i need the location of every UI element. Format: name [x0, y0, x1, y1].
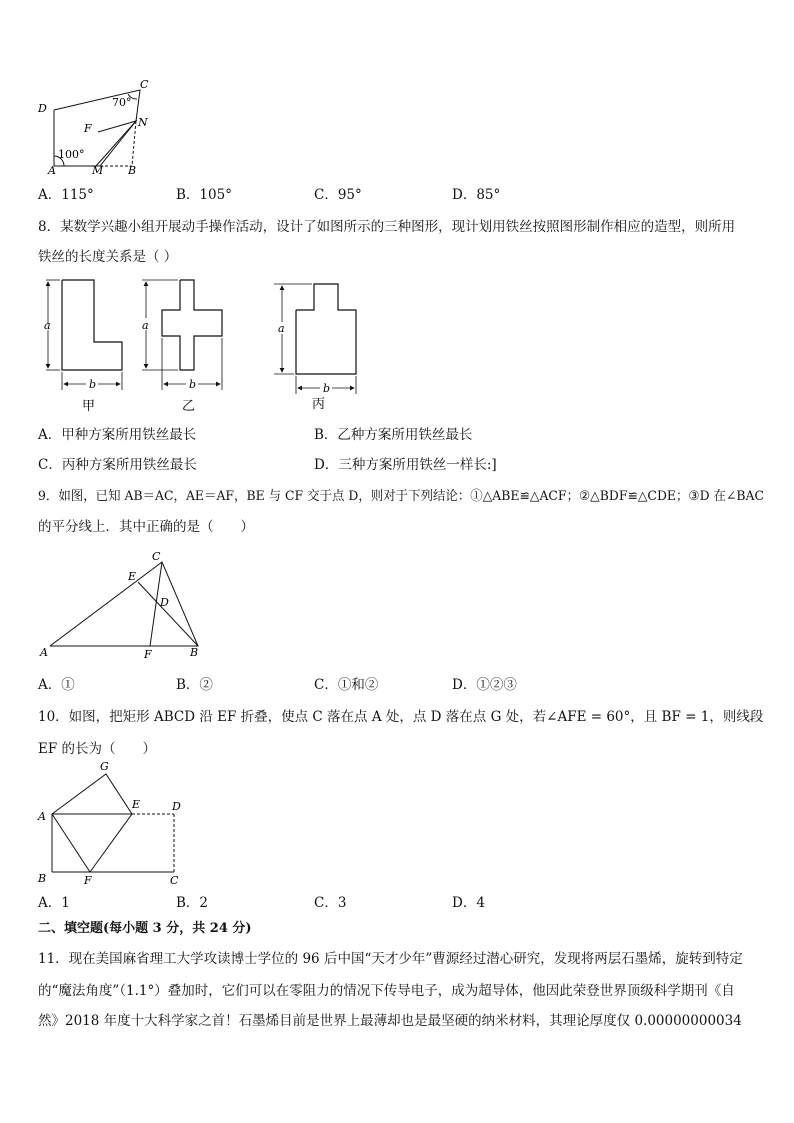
q9-stem-line1: 9．如图，已知 AB＝AC，AE＝AF，BE 与 CF 交于点 D，则对于下列结论：①△ABE≌△ACF；②△BDF≌△CDE；③D 在∠BAC [38, 489, 764, 504]
q9-figure [34, 548, 214, 664]
q10-label-c: C [170, 874, 179, 887]
q8-option-a: A．甲种方案所用铁丝最长 [38, 427, 197, 443]
q10-label-e: E [132, 798, 141, 811]
q7-label-d: D [38, 102, 47, 115]
q8-fig-jia-a: a [44, 319, 51, 332]
q10-option-b: B．2 [176, 895, 209, 911]
q11-stem-line3: 然》2018 年度十大科学家之首！石墨烯目前是世界上最薄却也是最坚硬的纳米材料，其理论厚度仅 0.00000000034 [38, 1013, 742, 1029]
q10-label-a: A [38, 810, 46, 823]
q10-option-a: A．1 [38, 895, 70, 911]
q8-option-c: C．丙种方案所用铁丝最长 [38, 457, 197, 473]
q8-caption-yi: 乙 [182, 399, 196, 414]
q7-option-a: A．115° [38, 187, 94, 203]
q8-option-b: B．乙种方案所用铁丝最长 [314, 427, 473, 443]
q9-label-c: C [152, 550, 161, 563]
q7-label-f: F [84, 122, 92, 135]
q9-option-a: A．① [38, 677, 75, 693]
q7-label-b: B [128, 164, 137, 176]
q7-label-c: C [140, 78, 149, 91]
q8-fig-yi-a: a [142, 319, 149, 332]
q7-angle-c: 70° [112, 96, 132, 109]
q7-label-m: M [92, 164, 104, 176]
q9-label-a: A [40, 646, 48, 659]
q10-label-b: B [38, 872, 47, 885]
q11-stem-line2: 的“魔法角度”（1.1°）叠加时，它们可以在零阻力的情况下传导电子，成为超导体，他因此荣登世界顶级科学期刊《自 [38, 983, 735, 999]
q10-stem-line1: 10．如图，把矩形 ABCD 沿 EF 折叠，使点 C 落在点 A 处，点 D 落在点 G 处，若∠AFE = 60°，且 BF = 1，则线段 [38, 709, 764, 725]
q9-label-d: D [160, 596, 169, 609]
q8-caption-bing: 丙 [312, 397, 326, 412]
q7-option-c: C．95° [314, 187, 362, 203]
q8-figure [34, 274, 374, 414]
q10-option-c: C．3 [314, 895, 347, 911]
section-heading-fill-in: 二、填空题(每小题 3 分，共 24 分) [38, 921, 252, 936]
q9-label-e: E [128, 570, 137, 583]
q10-label-f: F [84, 874, 92, 887]
q8-option-d: D．三种方案所用铁丝一样长:] [314, 457, 497, 473]
q7-label-n: N [138, 116, 148, 129]
q8-fig-bing-b: b [323, 382, 331, 395]
q7-option-b: B．105° [176, 187, 232, 203]
q7-option-d: D．85° [452, 187, 501, 203]
q10-figure [34, 758, 194, 888]
q9-label-f: F [144, 648, 152, 661]
q9-label-b: B [190, 646, 199, 659]
q8-fig-yi-b: b [189, 378, 197, 391]
q8-stem-line1: 8．某数学兴趣小组开展动手操作活动，设计了如图所示的三种图形，现计划用铁丝按照图形制作相应的造型，则所用 [38, 219, 736, 235]
q11-stem-line1: 11．现在美国麻省理工大学攻读博士学位的 96 后中国“天才少年”曹源经过潜心研究，发现将两层石墨烯，旋转到特定 [38, 951, 743, 967]
q9-option-b: B．② [176, 677, 213, 693]
q8-fig-bing-a: a [278, 322, 285, 335]
q10-option-d: D．4 [452, 895, 485, 911]
q9-option-c: C．①和② [314, 677, 379, 693]
q10-stem-line2: EF 的长为（ ） [38, 741, 157, 757]
q8-caption-jia: 甲 [82, 399, 96, 414]
q7-label-a: A [48, 164, 56, 176]
q10-label-d: D [172, 800, 181, 813]
q8-fig-jia-b: b [89, 378, 97, 391]
q7-figure [34, 76, 164, 176]
q7-angle-a: 100° [58, 148, 85, 161]
q8-stem-line2: 铁丝的长度关系是（ ） [38, 249, 178, 265]
q10-label-g: G [100, 760, 109, 773]
q9-stem-line2: 的平分线上．其中正确的是（ ） [38, 519, 254, 535]
q9-option-d: D．①②③ [452, 677, 517, 693]
